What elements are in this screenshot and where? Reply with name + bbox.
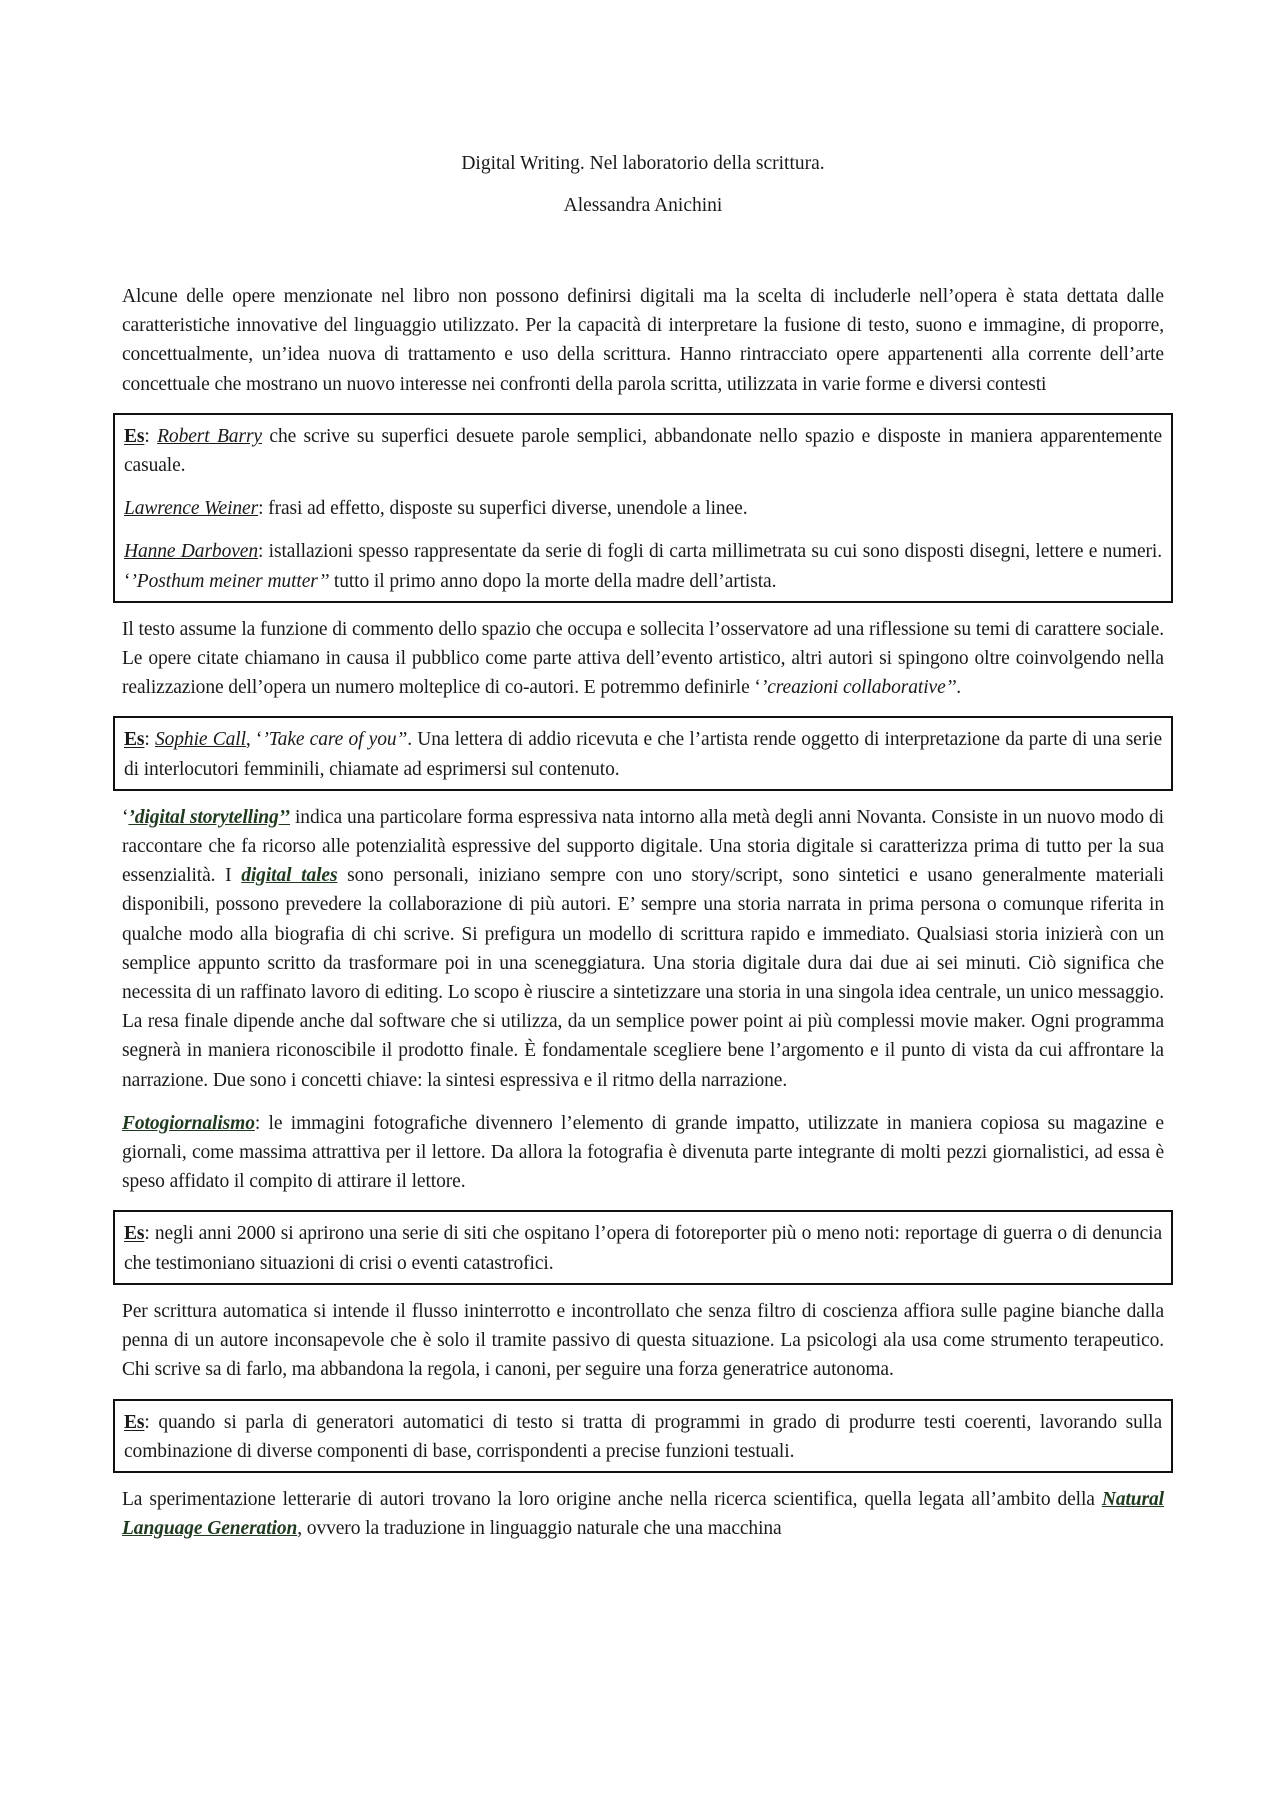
example-box-photoreporter [113,1210,1173,1284]
es-label: Es [124,1411,145,1433]
example-lawrence-weiner: Lawrence Weiner: frasi ad effetto, disposte su superfici diverse, unendole a linee. [124,498,748,520]
fotogiornalismo-term: Fotogiornalismo [122,1112,255,1134]
document-author: Alessandra Anichini [563,195,723,216]
es-label: Es [124,729,145,751]
example-box-sophie-call [113,716,1173,790]
lawrence-weiner-name: Lawrence Weiner [124,498,259,520]
document-body [122,150,1164,1543]
example-hanne-darboven: Hanne Darboven: istallazioni spesso rappresentate da serie di fogli di carta millimetrata su cui sono disposti disegni, lettere e numeri. ‘’Posthum meiner mutter’’ tutto il primo anno dopo la morte della madre dell’artista. [124,541,1162,592]
paragraph-fotogiornalismo: Fotogiornalismo: le immagini fotografiche divennero l’elemento di grande impatto, utilizzate in maniera copiosa su magazine e giornali, come massima attrattiva per il lettore. Da allora la fotografia è divenuta parte integrante di molti pezzi giornalistici, ad essa è speso affidato il compito di attirare il lettore. [122,1112,1164,1193]
example-sophie-call: Es: Sophie Call, ‘’Take care of you”. Una lettera di addio ricevuta e che l’artista rende oggetto di interpretazione da parte di una serie di interlocutori femminili, chiamate ad esprimersi sul contenuto. [124,729,1163,780]
posthum-work-title: ’Posthum meiner mutter’’ [130,570,330,592]
sophie-call-name: Sophie Call [154,729,246,751]
paragraph-scrittura-automatica: Per scrittura automatica si intende il flusso ininterrotto e incontrollato che senza filtro di coscienza affiora sulle pagine bianche dalla penna di un autore inconsapevole che è solo il tramite passivo di questa situazione. La psicologi ala usa come strumento terapeutico. Chi scrive sa di farlo, ma abbandona la regola, i canoni, per seguire una forza generatrice autonoma. [122,1300,1164,1381]
document-title: Digital Writing. Nel laboratorio della scrittura. [461,153,825,174]
example-box-text-generators [113,1399,1173,1473]
es-label: Es [124,1223,145,1245]
digital-storytelling-term: ’digital storytelling’’ [128,806,291,828]
creazioni-collaborative: ’creazioni collaborative’’ [760,677,957,699]
intro-paragraph: Alcune delle opere menzionate nel libro non possono definirsi digitali ma la scelta di includerle nell’opera è stata dettata dalle caratteristiche innovative del linguaggio utilizzato. Per la capacità di interpretare la fusione di testo, suono e immagine, di proporre, concettualmente, un’idea nuova di trattamento e uso della scrittura. Hanno rintracciato opere appartenenti alla corrente dell’arte concettuale che mostrano un nuovo interesse nei confronti della parola scritta, utilizzata in varie forme e diversi contesti [122,286,1164,395]
example-photoreporter: Es: negli anni 2000 si aprirono una serie di siti che ospitano l’opera di fotoreporter più o meno noti: reportage di guerra o di denuncia che testimoniano situazioni di crisi o eventi catastrofici. [124,1223,1162,1274]
paragraph-digital-storytelling: ‘’digital storytelling’’ indica una particolare forma espressiva nata intorno alla metà degli anni Novanta. Consiste in un nuovo modo di raccontare che fa ricorso alle potenzialità espressive del supporto digitale. Una storia digitale si caratterizza prima di tutto per la sua essenzialità. I digital tales sono personali, iniziano sempre con uno story/script, sono sintetici e usano generalmente materiali disponibili, possono prevedere la collaborazione di più autori. E’ sempre una storia narrata in prima persona o comunque riferita in qualche modo alla biografia di chi scrive. Si prefigura un modello di scrittura rapido e immediato. Qualsiasi storia inizierà con un semplice appunto scritto da trasformare poi in una sceneggiatura. Una storia digitale dura dai due ai sei minuti. Ciò significa che necessita di un raffinato lavoro di editing. Lo scopo è riuscire a sintetizzare una storia in una singola idea centrale, un unico messaggio. La resa finale dipende anche dal software che si utilizza, da un semplice power point ai più complessi movie maker. Ogni programma segnerà in maniera riconoscibile il prodotto finale. È fondamentale scegliere bene l’argomento e il punto di vista da cui affrontare la narrazione. Due sono i concetti chiave: la sintesi espressiva e il ritmo della narrazione. [122,806,1164,1091]
take-care-of-you-title: ’Take care of you” [262,729,408,751]
example-robert-barry: Es: Robert Barry che scrive su superfici desuete parole semplici, abbandonate nello spazio e disposte in maniera apparentemente casuale. [124,425,1162,477]
robert-barry-name: Robert Barry [157,425,262,447]
hanne-darboven-name: Hanne Darboven [124,541,258,563]
example-text-generators: Es: quando si parla di generatori automatici di testo si tratta di programmi in grado di produrre testi coerenti, lavorando sulla combinazione di diverse componenti di base, corrispondenti a precise funzioni testuali. [124,1411,1162,1462]
natural-language-generation-term: Natural Language Generation [122,1488,1164,1540]
paragraph-text-commentary: Il testo assume la funzione di commento dello spazio che occupa e sollecita l’osservatore ad una riflessione su temi di carattere sociale. Le opere citate chiamano in causa il pubblico come parte attiva dell’evento artistico, altri autori si spingono oltre coinvolgendo nella realizzazione dell’opera un numero molteplice di co-autori. E potremmo definirle ‘’creazioni collaborative’’. [122,618,1164,699]
es-label: Es [124,425,145,447]
example-box-conceptual-art [113,413,1173,603]
digital-tales-term: digital tales [241,865,338,887]
paragraph-nlg: La sperimentazione letterarie di autori trovano la loro origine anche nella ricerca scientifica, quella legata all’ambito della Natural Language Generation, ovvero la traduzione in linguaggio naturale che una macchina [122,1488,1164,1540]
